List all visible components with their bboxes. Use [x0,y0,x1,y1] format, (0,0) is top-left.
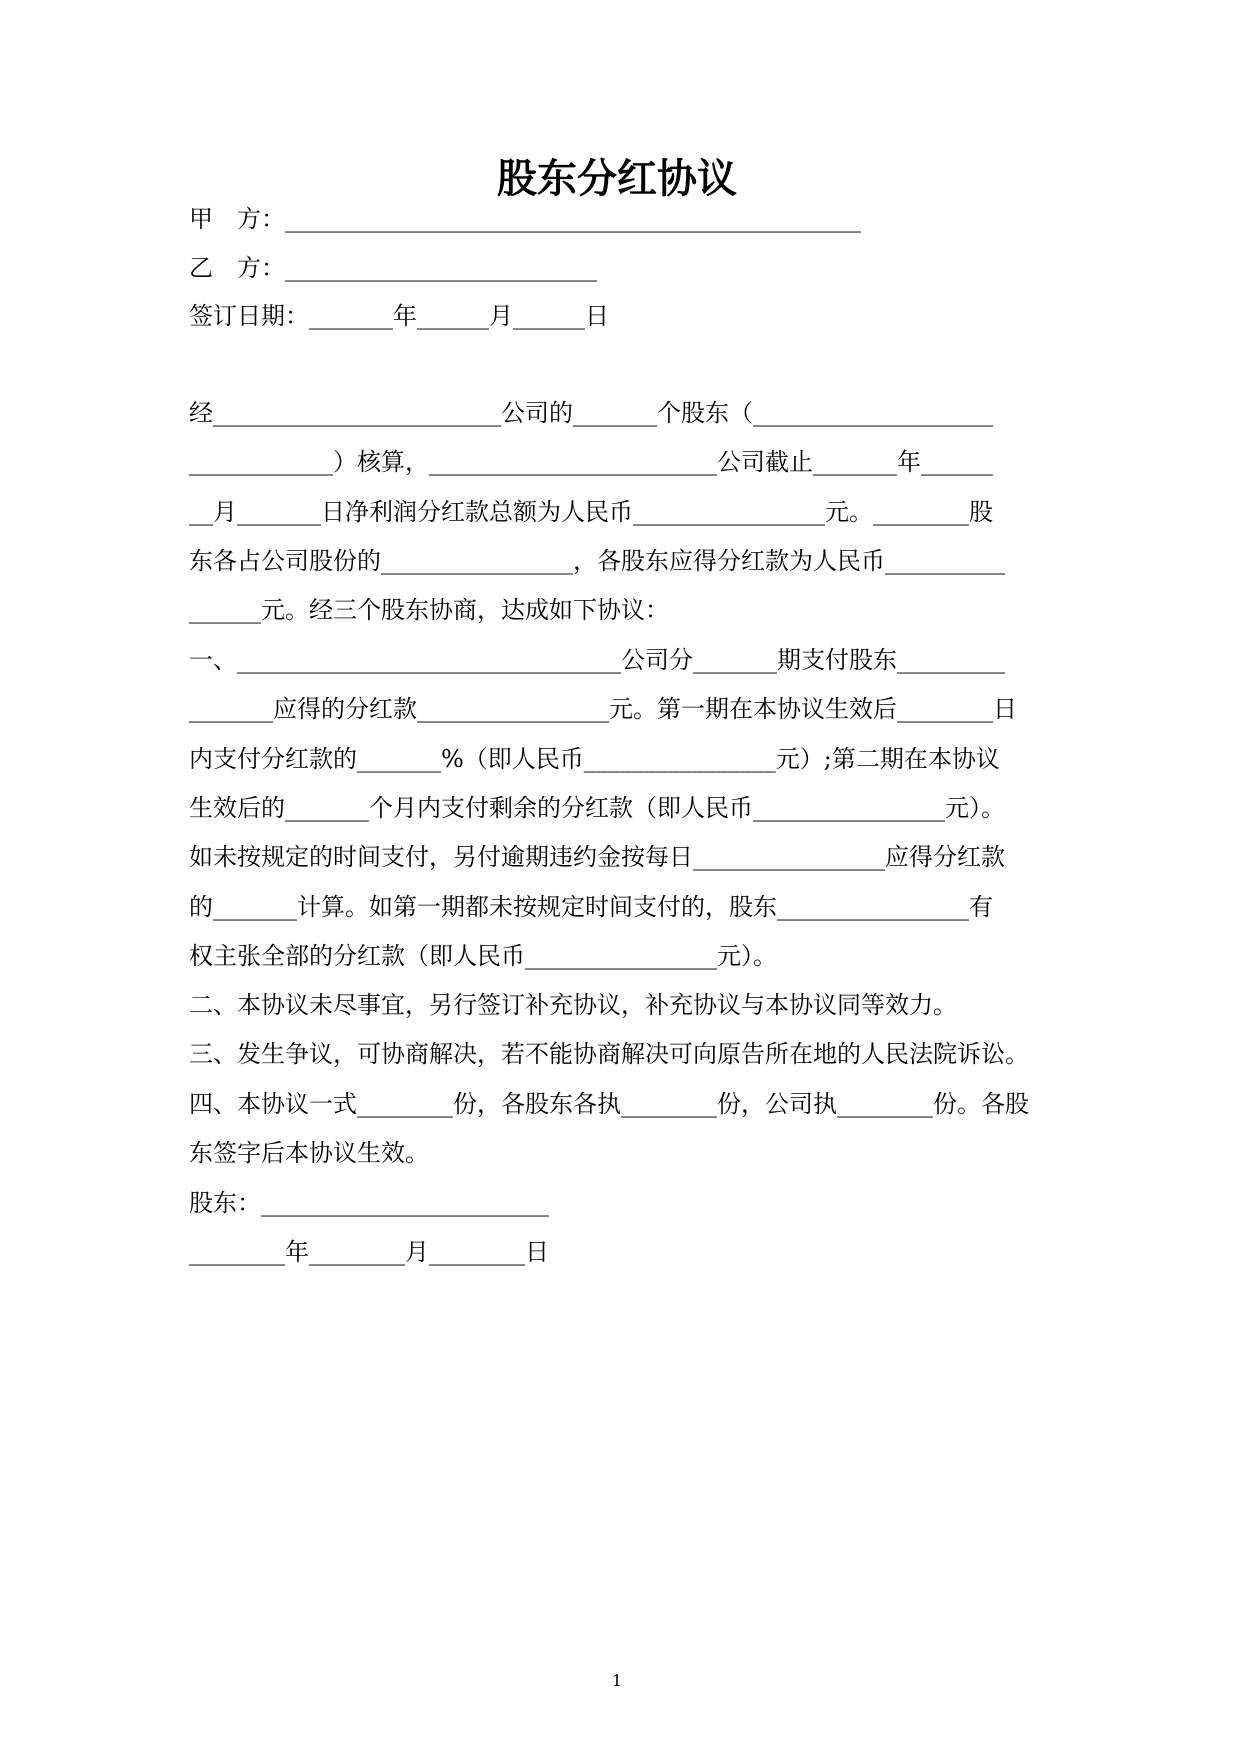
clause-4-line: 东签字后本协议生效。 [189,1139,429,1167]
page-number: 1 [611,1671,623,1690]
clause-3-line: 三、发生争议，可协商解决，若不能协商解决可向原告所在地的人民法院诉讼。 [189,1040,1029,1068]
clause-1-line: 如未按规定的时间支付，另付逾期违约金按每日________________应得分红款 [189,843,1005,871]
signing-date-line: 签订日期：_______年______月______日 [189,302,609,330]
signature-date-line: ________年________月________日 [189,1238,549,1266]
clause-1-line: _______应得的分红款________________元。第一期在本协议生效后________日 [189,695,1017,723]
body-line: ____________）核算，________________________公司截止_______年______ [189,448,993,476]
clause-1-line: 内支付分红款的_______%（即人民币________________元）;第二期在本协议 [189,745,1000,773]
clause-1-line: 的_______计算。如第一期都未按规定时间支付的，股东________________有 [189,893,993,921]
body-line: __月_______日净利润分红款总额为人民币________________元。________股 [189,498,993,526]
body-line: 东各占公司股份的________________，各股东应得分红款为人民币__________ [189,547,1005,575]
clause-1-line: 权主张全部的分红款（即人民币________________元）。 [189,942,777,970]
party-b-line: 乙 方：__________________________ [189,254,597,282]
body-line: 经________________________公司的_______个股东（____________________ [189,399,993,427]
clause-1-line: 生效后的_______个月内支付剩余的分红款（即人民币________________元）。 [189,794,1005,822]
clause-2-line: 二、本协议未尽事宜，另行签订补充协议，补充协议与本协议同等效力。 [189,991,957,1019]
body-line: ______元。经三个股东协商，达成如下协议： [189,596,669,624]
document-title: 股东分红协议 [497,156,737,202]
shareholder-signature-line: 股东：________________________ [189,1189,549,1217]
clause-1-line: 一、________________________________公司分_______期支付股东_________ [189,646,1005,674]
clause-4-line: 四、本协议一式________份，各股东各执________份，公司执________份。各股 [189,1090,1029,1118]
party-a-line: 甲 方：________________________________________________ [189,205,861,233]
